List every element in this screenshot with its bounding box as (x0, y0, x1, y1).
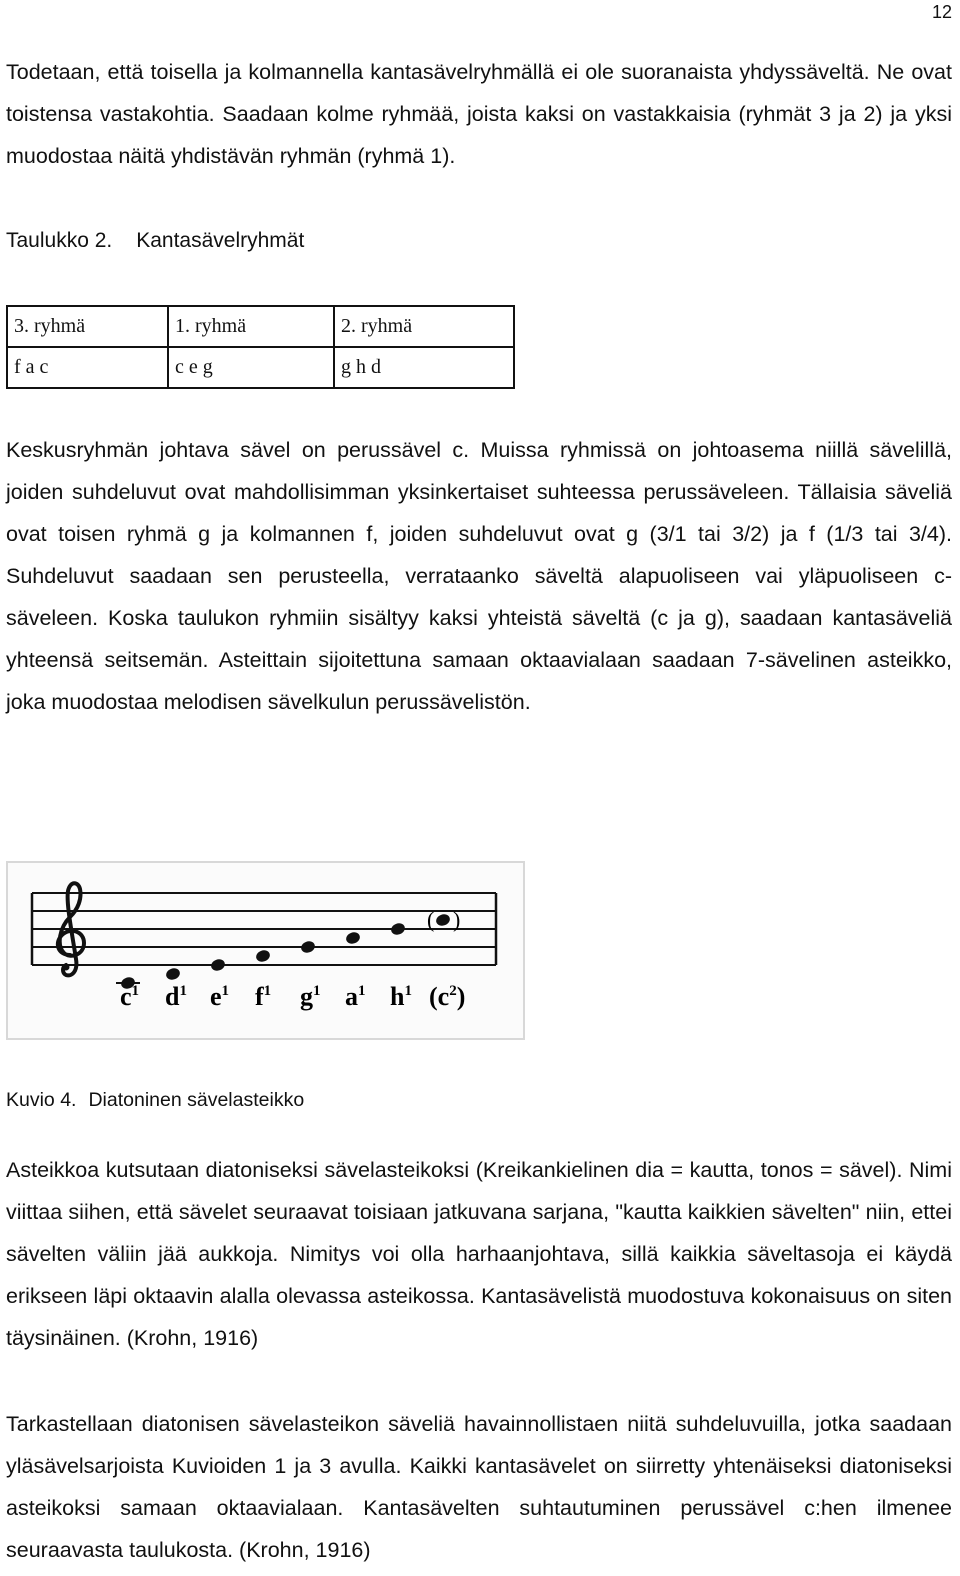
table-row (7, 347, 514, 388)
paragraph-central-group: Keskusryhmän johtava sävel on perussävel c. Muissa ryhmissä on johtoasema niillä sävelillä, joiden suhdeluvut ovat mahdollisimman yksinkertaiset suhteessa perussäveleen. Tällaisia säveliä ovat toisen ryhmä g ja kolmannen f, joiden suhdeluvut ovat g (3/1 tai 3/2) ja f (1/3 tai 3/4). Suhdeluvut saadaan sen perusteella, verrataanko säveltä alapuoliseen vai yläpuoliseen c-säveleen. Koska taulukon ryhmiin sisältyy kaksi yhteistä säveltä (c ja g), saadaan kantasäveliä yhteensä seitsemän. Asteittain sijoitettuna samaan oktaavialaan saadaan 7-sävelinen asteikko, joka muodostaa melodisen sävelkulun perussävelistön. (6, 438, 952, 714)
table-cell: c e g (168, 347, 334, 388)
note-label: $h^1$ (390, 982, 412, 1011)
table-cell: f a c (7, 347, 168, 388)
paragraph-intro: Todetaan, että toisella ja kolmannella kantasävelryhmällä ei ole suoranaista yhdyssäveltä. Ne ovat toistensa vastakohtia. Saadaan kolme ryhmää, joista kaksi on vastakkaisia (ryhmät 3 ja 2) ja yksi muodostaa näitä yhdistävän ryhmän (ryhmä 1). (6, 60, 952, 168)
note-label: $(c^2)$ (429, 982, 466, 1011)
note-parenthesis: ) (453, 907, 461, 932)
tone-groups-table (6, 305, 515, 389)
note-label: $f^1$ (255, 982, 272, 1011)
note-label: $c^1$ (120, 982, 140, 1011)
notes-layer (116, 907, 460, 991)
table-header-cell: 2. ryhmä (334, 306, 514, 347)
table-caption-title: Kantasävelryhmät (136, 229, 305, 252)
note-label: $g^1$ (300, 982, 321, 1011)
note-head (390, 921, 407, 936)
figure-caption (6, 1089, 304, 1112)
table-cell: g h d (334, 347, 514, 388)
note-label: $d^1$ (165, 982, 187, 1011)
note-label: $a^1$ (345, 982, 366, 1011)
staff-notation (8, 863, 523, 1038)
note-label: $e^1$ (210, 982, 230, 1011)
note-head (435, 912, 452, 927)
paragraph-diatonic: Asteikkoa kutsutaan diatoniseksi sävelasteikoksi (Kreikankielinen dia = kautta, tonos = sävel). Nimi viittaa siihen, että sävelet seuraavat toisiaan jatkuvana sarjana, "kautta kaikkien sävelten" niin, ettei sävelten väliin jää aukkoja. Nimitys voi olla harhaanjohtava, sillä kaikkia säveltasoja ei käydä erikseen läpi oktaavin alalla olevassa asteikossa. Kantasävelistä muodostuva kokonaisuus on siten täysinäinen. (Krohn, 1916) (6, 1158, 952, 1350)
table-caption (6, 229, 304, 253)
note-labels (120, 982, 465, 1011)
figure-caption-label: Kuvio 4. (6, 1089, 77, 1111)
table-caption-label: Taulukko 2. (6, 229, 113, 252)
page-number: 12 (931, 2, 952, 22)
note-head (300, 939, 317, 954)
note-head (165, 966, 182, 981)
note-head (345, 930, 362, 945)
paragraph-overtones: Tarkastellaan diatonisen sävelasteikon säveliä havainnollistaen niitä suhdeluvuilla, jotka saadaan yläsävelsarjoista Kuvioiden 1 ja 3 avulla. Kaikki kantasävelet on siirretty yhtenäiseksi diatoniseksi asteikoksi samaan oktaavialaan. Kantasävelten suhtautuminen perussävel c:hen ilmenee seuraavasta taulukosta. (Krohn, 1916) (6, 1412, 952, 1562)
note-head (210, 957, 227, 972)
note-parenthesis: ( (427, 907, 435, 932)
figure-caption-title: Diatoninen sävelasteikko (88, 1089, 305, 1111)
note-head (255, 948, 272, 963)
table-header-cell: 3. ryhmä (7, 306, 168, 347)
table-header-row (7, 306, 514, 347)
table-header-cell: 1. ryhmä (168, 306, 334, 347)
scale-figure (6, 861, 525, 1040)
